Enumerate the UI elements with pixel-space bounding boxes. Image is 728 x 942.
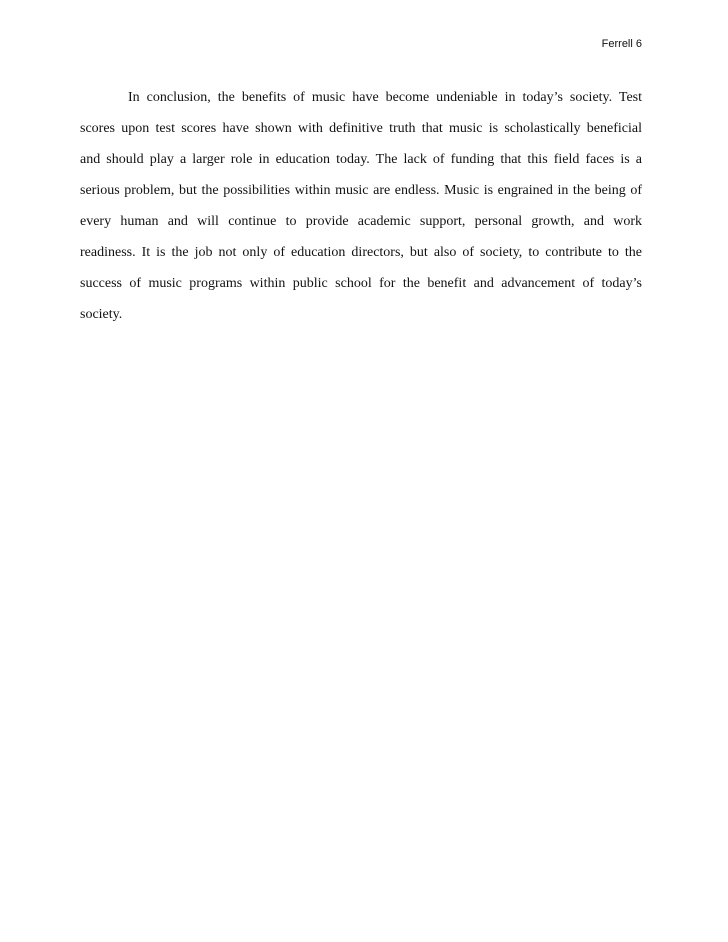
- paragraph-line: In conclusion, the benefits of music have become undeniable in today’s society. Test: [128, 90, 642, 105]
- running-head: Ferrell 6: [601, 38, 642, 50]
- paragraph-line: readiness. It is the job not only of education directors, but also of society, to contribute to the: [80, 245, 642, 260]
- paragraph-line: scores upon test scores have shown with definitive truth that music is scholastically beneficial: [80, 121, 642, 136]
- paragraph-line: every human and will continue to provide academic support, personal growth, and work: [80, 214, 642, 229]
- paragraph-line: and should play a larger role in education today. The lack of funding that this field faces is a: [80, 152, 642, 167]
- conclusion-paragraph: [80, 82, 642, 330]
- paragraph-line: society.: [80, 307, 123, 322]
- paragraph-line: serious problem, but the possibilities within music are endless. Music is engrained in the being of: [80, 183, 642, 198]
- paragraph-line: success of music programs within public school for the benefit and advancement of today’s: [80, 276, 642, 291]
